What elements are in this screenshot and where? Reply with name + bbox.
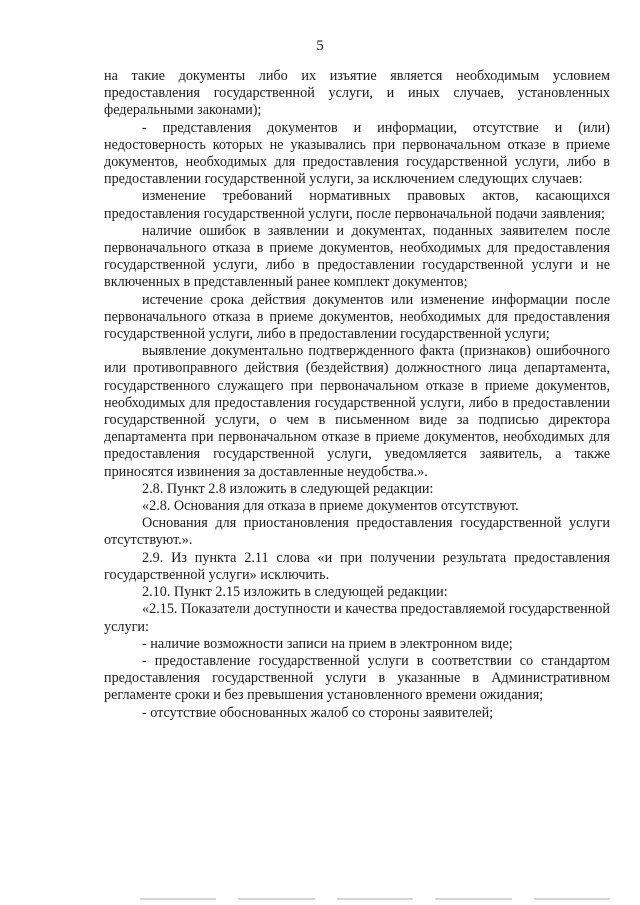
paragraph: Основания для приостановления предоставления государственной услуги отсутствуют.». (104, 515, 610, 549)
paragraph: истечение срока действия документов или изменение информации после первоначального отказа в приеме документов, необходимых для предоставления государственной услуги, либо в предоставлении государственной услуги; (104, 291, 610, 343)
scan-mark (534, 898, 610, 900)
paragraph: 2.8. Пункт 2.8 изложить в следующей редакции: (142, 480, 434, 497)
paragraph: - отсутствие обоснованных жалоб со стороны заявителей; (142, 704, 494, 721)
document-body (104, 68, 610, 722)
paragraph: на такие документы либо их изъятие является необходимым условием предоставления государственной услуги, и иных случаев, установленных федеральными законами); (104, 68, 610, 119)
paragraph: изменение требований нормативных правовых актов, касающихся предоставления государственной услуги, после первоначальной подачи заявления; (104, 188, 610, 222)
paragraph: - представления документов и информации, отсутствие и (или) недостоверность которых не указывались при первоначальном отказе в приеме документов, необходимых для предоставления государственной услуги, либо в предоставлении государственной услуги, за исключением следующих случаев: (104, 119, 610, 188)
scan-mark (337, 898, 413, 900)
scan-mark (238, 898, 314, 900)
paragraph: выявление документально подтвержденного факта (признаков) ошибочного или противоправного действия (бездействия) должностного лица департамента, государственного служащего при первоначальном отказе в приеме документов, необходимых для предоставления государственной услуги, либо в предоставлении государственной услуги, о чем в письменном виде за подписью директора департамента при первоначальном отказе в приеме документов, необходимых для предоставления государственной услуги, уведомляется заявитель, а также приносятся извинения за доставленные неудобства.». (104, 343, 610, 480)
page-number: 5 (316, 38, 324, 54)
paragraph: - предоставление государственной услуги в соответствии со стандартом предоставления государственной услуги в указанные в Административном регламенте сроки и без превышения установленного времени ожидания; (104, 652, 610, 704)
paragraph: «2.15. Показатели доступности и качества предоставляемой государственной услуги: (104, 601, 610, 635)
paragraph: «2.8. Основания для отказа в приеме документов отсутствуют. (142, 498, 519, 515)
paragraph: 2.9. Из пункта 2.11 слова «и при получении результата предоставления государственной услуги» исключить. (104, 549, 610, 583)
scan-mark (435, 898, 511, 900)
paragraph: наличие ошибок в заявлении и документах, поданных заявителем после первоначального отказа в приеме документов, необходимых для предоставления государственной услуги, либо в предоставлении государственной услуги и не включенных в представленный ранее комплект документов; (104, 222, 610, 291)
scan-mark (140, 898, 216, 900)
scan-artifact-line (140, 898, 610, 902)
paragraph: 2.10. Пункт 2.15 изложить в следующей редакции: (142, 584, 448, 601)
paragraph: - наличие возможности записи на прием в электронном виде; (142, 635, 513, 652)
